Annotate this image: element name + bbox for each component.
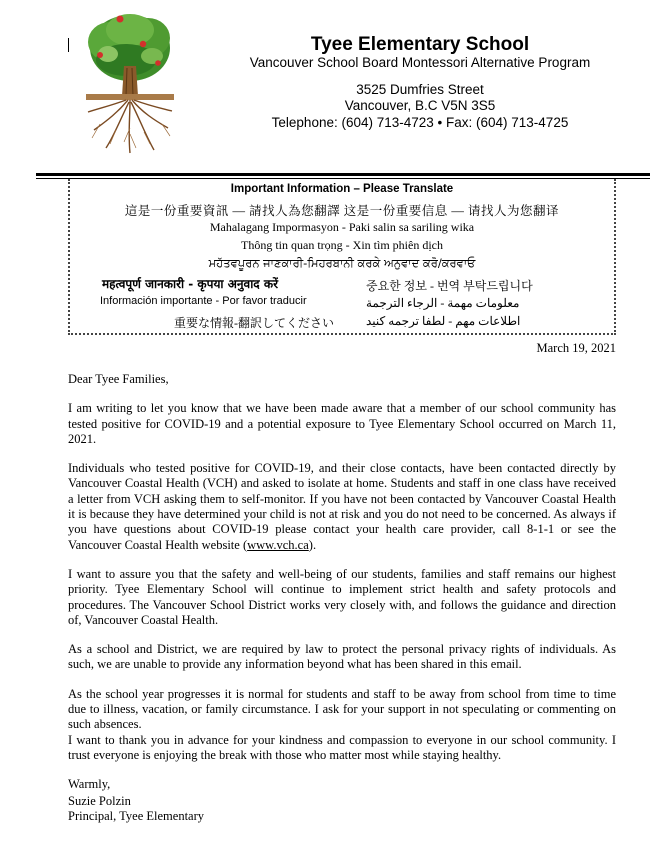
school-name: Tyee Elementary School	[310, 34, 530, 55]
translate-korean: 중요한 정보 - 번역 부탁드립니다	[366, 279, 533, 293]
translate-chinese: 這是一份重要資訊 — 請找人為您翻譯 这是一份重要信息 — 请找人为您翻译	[124, 204, 560, 218]
paragraph-1: I am writing to let you know that we have been made aware that a member of our school community has tested positive for COVID-19 and a potential exposure to Tyee Elementary School occurred on March 11, 2021.	[68, 401, 616, 446]
phone-fax: Telephone: (604) 713-4723 • Fax: (604) 713-4725	[271, 115, 569, 130]
translate-hindi: महत्वपूर्ण जानकारी - कृपया अनुवाद करें	[102, 277, 278, 291]
program-name: Vancouver School Board Montessori Alternative Program	[249, 55, 591, 70]
signer-title: Principal, Tyee Elementary	[68, 809, 204, 824]
header-rule-thick	[36, 173, 650, 176]
signer-name: Suzie Polzin	[68, 794, 131, 808]
translate-title: Important Information – Please Translate	[230, 183, 454, 195]
translate-japanese: 重要な情報-翻訳してください	[174, 316, 334, 330]
city-address: Vancouver, B.C V5N 3S5	[344, 98, 496, 113]
signature-block	[68, 794, 204, 825]
school-tree-logo	[80, 8, 180, 158]
vch-website-link[interactable]: www.vch.ca	[247, 537, 309, 552]
letter-body	[68, 372, 616, 807]
paragraph-3: I want to assure you that the safety and well-being of our students, families and staff remains our highest priority. Tyee Elementary School will continue to implement strict health and safety protocols and procedures. The Vancouver School District works very closely with, and follows the guidance and direction of, Vancouver Coastal Health.	[68, 566, 616, 627]
translate-tagalog: Mahalagang Impormasyon - Paki salin sa sariling wika	[209, 220, 475, 234]
greeting: Dear Tyee Families,	[68, 372, 169, 386]
paragraph-6: I want to thank you in advance for your kindness and compassion to everyone in our school community. I trust everyone is enjoying the break with those who matter most while staying healthy.	[68, 732, 616, 762]
translate-spanish: Información importante - Por favor traducir	[100, 295, 307, 307]
closing: Warmly,	[68, 777, 111, 792]
paragraph-2-text: Individuals who tested positive for COVID-19, and their close contacts, have been contacted directly by Vancouver Coastal Health (VCH) and asked to isolate at home. Students and staff in one class have received a letter from VCH asking them to self-monitor. If you have not been contacted by Vancouver Coastal Health it is because they have determined your child is not at risk and you do not need to be concerned. As always if you have questions about COVID-19 please contact your health care provider, call 8-1-1 or see the Vancouver Coastal Health website (	[68, 461, 616, 552]
paragraph-4: As a school and District, we are required by law to protect the personal privacy rights of individuals. As such, we are unable to provide any information beyond what has been shared in this email.	[68, 642, 616, 672]
paragraph-2-end: ).	[308, 537, 317, 552]
translate-farsi: اطلاعات مهم - لطفا ترجمه کنید	[366, 314, 521, 328]
translate-arabic: معلومات مهمة - الرجاء الترجمة	[366, 296, 520, 310]
translate-vietnamese: Thông tin quan trọng - Xin tìm phiên dịch	[241, 238, 443, 252]
paragraph-5: As the school year progresses it is normal for students and staff to be away from school from time to time due to illness, vacation, or family circumstance. I ask for your support in not speculating or commenting on such absences.	[68, 686, 616, 732]
translate-punjabi: ਮਹੱਤਵਪੂਰਨ ਜਾਣਕਾਰੀ-ਮਿਹਰਬਾਨੀ ਕਰਕੇ ਅਨੁਵਾਦ ਕਰੋ/ਕਰਵਾਓ	[208, 256, 476, 270]
street-address: 3525 Dumfries Street	[356, 82, 484, 97]
paragraph-2	[68, 461, 616, 553]
letter-date: March 19, 2021	[536, 341, 616, 355]
text-cursor	[68, 38, 69, 52]
translation-notice-box	[68, 179, 616, 335]
